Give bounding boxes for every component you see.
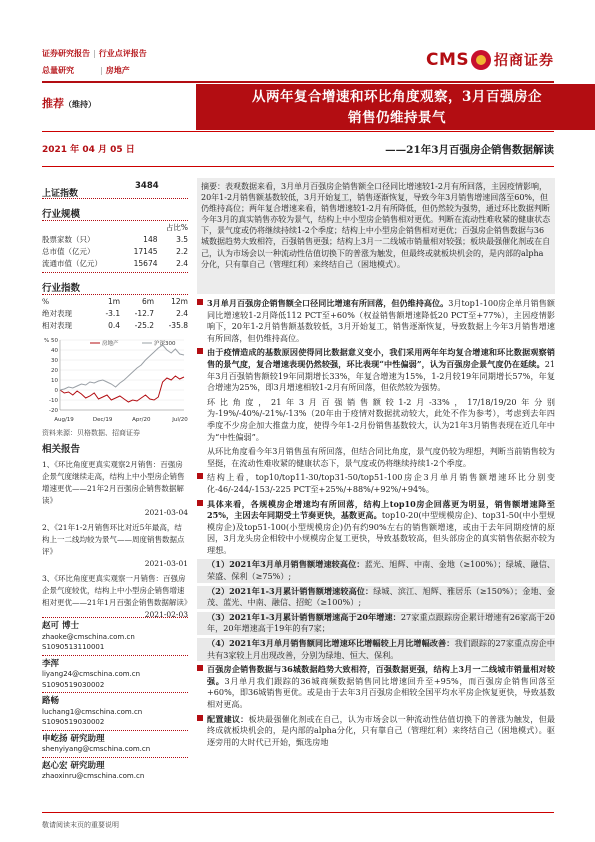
scale-table xyxy=(42,222,188,270)
y-tick-label: 10 xyxy=(51,378,58,384)
dotted-divider xyxy=(42,198,188,199)
list-item: （2）2021年1-3月累计销售额增速较高位：绿城、滨江、旭辉、雅居乐（≥150%）；金地、金茂、蓝光、中南、融信、招蛇（≥100%）; xyxy=(197,586,555,609)
cms-badge-icon xyxy=(471,50,491,70)
dotted-divider xyxy=(42,272,188,273)
table-row: 相对表现 0.4 -25.2 -35.8 xyxy=(42,321,188,330)
y-tick-label: 50 xyxy=(51,338,58,344)
bullet-icon xyxy=(197,473,203,479)
list-item[interactable]: 1、《环比角度更真实观察2月销售：百强房企景气度继续走高，结构上中小型房企销售增速更优——21年2月百强房企销售数据解读》 2021-03-04 xyxy=(42,460,188,517)
y-tick-label: 30 xyxy=(51,358,58,364)
index-value: 3484 xyxy=(135,181,159,191)
bullet-icon xyxy=(197,665,203,671)
index-performance-chart xyxy=(42,334,188,424)
paragraph: 3月单月百强房企销售额全口径同比增速有所回落，但仍维持高位。3月top1-100房企单月销售额同比增速较1-2月降低112 PCT至+60%（权益销售额增速降低20 PCT至+77%），主因疫情影响下，20年1-2月销售额基数较低，3月开始复工，销售逐渐恢复，导致数据上今年3月销售增速有所回落，但仍维持高位。 xyxy=(197,298,555,344)
x-tick-label: Dec/19 xyxy=(92,417,113,423)
index-label: 上证指数 xyxy=(42,189,79,199)
analyst-email[interactable]: zhaoxinru@cmschina.com.cn xyxy=(42,772,145,780)
x-tick-label: Apr/20 xyxy=(132,417,151,423)
report-type-label: 证券研究报告 xyxy=(42,49,90,58)
research-type-label: 总量研究 xyxy=(42,66,74,75)
chart-source: 资料来源：贝格数据、招商证券 xyxy=(42,429,140,437)
perf-title: 行业指数 xyxy=(42,283,81,294)
analyst-email[interactable]: shenyiyang@cmschina.com.cn xyxy=(42,745,151,753)
legend-label: 房地产 xyxy=(102,341,119,347)
report-meta: 证券研究报告 | 行业点评报告 总量研究 | 房地产 xyxy=(42,49,147,75)
report-subtype-label: 行业点评报告 xyxy=(98,49,147,58)
chart-svg xyxy=(42,334,188,424)
list-item: （4）2021年3月单月销售额同比增速环比增幅较上月比增幅改善：我们跟踪的27家重点房企中共有3家较上月出现改善，分别为绿地、恒大、保利。 xyxy=(197,638,555,661)
analyst-entry: 赵可 博士 zhaoke@cmschina.com.cn S1090513110001 xyxy=(42,617,188,653)
rating-note: （维持） xyxy=(64,100,96,109)
subtitle-divider xyxy=(42,166,554,167)
report-subtitle: ——21年3月百强房企销售数据解读 xyxy=(385,144,554,156)
x-tick-label: Aug/19 xyxy=(54,417,74,423)
dotted-divider xyxy=(42,220,188,221)
list-item[interactable]: 3、《环比角度更真实观察一月销售：百强房企景气度较优，结构上中小型房企销售增速相对更优——21年1月百强企销售数据解读》 2021-02-03 xyxy=(42,574,192,619)
title-line-1: 从两年复合增速和环比角度观察，3月百强房企 xyxy=(252,89,542,105)
analyst-email[interactable]: zhaoke@cmschina.com.cn xyxy=(42,632,135,641)
table-row: 股票家数（只） 148 3.5 xyxy=(42,235,188,244)
industry-label: 房地产 xyxy=(105,66,130,75)
scale-col-header: 占比% xyxy=(165,223,188,232)
table-row: 流通市值（亿元） 15674 2.4 xyxy=(42,259,188,268)
analyst-list xyxy=(42,615,188,782)
summary-box xyxy=(197,178,555,294)
related-title: 相关报告 xyxy=(42,444,81,455)
legend-label: 沪深300 xyxy=(154,341,176,347)
footer-note: 敬请阅读末页的重要说明 xyxy=(42,821,119,829)
paragraph: 具体来看，各规模房企增速均有所回落，结构上top10房企回落更为明显，销售额增速降至25%，主因去年同期受土节奏更快，基数更高。top10-20(中型规模房企)、top31-50(中小型规模房企)及top51-100(小型规模房企)仍有约90%左右的销售额增速，或由于去年同期疫情的原因，3月龙头房企相较中小规模房企复工更快，导致基数较高，但头部房企的真实销售依据亦较为理想。 xyxy=(197,499,555,557)
perf-table xyxy=(42,296,188,332)
scale-title: 行业规模 xyxy=(42,209,81,220)
bullet-icon xyxy=(197,299,203,305)
rating xyxy=(42,95,96,111)
dotted-divider xyxy=(42,294,188,295)
summary-text: 摘要：表观数据来看，3月单月百强房企销售额全口径同比增速较1-2月有所回落，主因疫情影响，20年1-2月销售额基数较低，3月开始复工，销售逐渐恢复，导致今年3月销售增速回落至60%，但仍维持高位；两年复合增速来看，销售增速较1-2月有所降低，但仍然较为强势，通过环比数据判断今年3月的真实销售亦较为景气，结构上中小型房企销售相对更优。判断在流动性难收紧的健康状态下，景气度或仍将继续持续1-2个季度；结构上中小型房企销售相对更优；百强房企销售数据与36城数据趋势大致相符，百强销售更强；结构上3月一二线城市销量相对较强；板块最强催化剂或在自己，认为市场会以一种流动性估值切换下的普涨为触发，但最终或就板块机会的，是内部的alpha分化，只有靠自己（管理红利）来终结自己（困地模式）。 xyxy=(201,182,551,269)
analyst-entry: 李浑 liyang24@cmschina.com.cn S1090519030002 xyxy=(42,655,188,691)
y-axis-label: % xyxy=(44,338,50,344)
related-reports xyxy=(42,444,192,624)
table-header: % 1m 6m 12m xyxy=(42,297,188,306)
paragraph: 结构上看，top10/top11-30/top31-50/top51-100房企3月单月销售额增速环比分别变化-46/-244/-153/-225 PCT至+25%/+88%/+92%/+94%。 xyxy=(197,472,555,495)
table-row: 绝对表现 -3.1 -12.7 2.4 xyxy=(42,309,188,318)
paragraph: 环比角度，21年3月百强销售额较1-2月-33%，17/18/19/20年分别为-19%/-40%/-21%/-13%（20年由于疫情对数据扰动较大，此处不作为参考），考虑到去年四季度不少房企加大推盘力度，使得今年1-2月份销售基数较大，认为21年3月销售表现在近几年中为“中性偏弱”。 xyxy=(207,396,555,442)
analyst-entry: 赵心宏 研究助理 zhaoxinru@cmschina.com.cn xyxy=(42,757,188,782)
report-title xyxy=(196,84,595,130)
paragraph: 百强房企销售数据与36城数据趋势大致相符，百强数据更强，结构上3月一二线城市销量相对较强。3月单月我们跟踪的36城商频数据销售同比增速回升至+95%，而百强房企销售回落至+60%，即36城销售更优。或是由于去年3月百强房企相较全国平均水平房企恢复更快，导致基数相对更高。 xyxy=(197,664,555,710)
title-line-2: 销售仍维持景气 xyxy=(348,110,446,126)
analyst-email[interactable]: luchang1@cmschina.com.cn xyxy=(42,707,143,716)
header-divider xyxy=(42,81,554,83)
bullet-icon xyxy=(197,348,203,354)
x-tick-label: Jul/20 xyxy=(172,417,188,423)
analyst-email[interactable]: liyang24@cmschina.com.cn xyxy=(42,670,141,678)
title-divider xyxy=(42,131,554,132)
list-item: （1）2021年3月单月销售额增速较高位：蓝光、旭辉、中南、金地（≥100%）；绿城、融信、荣盛、保利（≥75%）; xyxy=(197,559,555,582)
rating-value: 推荐 xyxy=(42,97,64,110)
report-date: 2021 年 04 月 05 日 xyxy=(42,145,135,155)
y-tick-label: 0 xyxy=(54,388,58,394)
analyst-entry: 申屹扬 研究助理 shenyiyang@cmschina.com.cn xyxy=(42,730,188,755)
y-tick-label: -20 xyxy=(49,408,58,414)
table-row: 总市值（亿元） 17145 2.2 xyxy=(42,247,188,256)
y-tick-label: 20 xyxy=(51,368,58,374)
analyst-entry: 路畅 luchang1@cmschina.com.cn S1090519030002 xyxy=(42,692,188,728)
body-text xyxy=(197,298,555,751)
y-tick-label: 40 xyxy=(51,348,58,354)
cms-logo: CMS 招商证券 xyxy=(426,50,554,70)
paragraph: 配置建议：板块最强催化剂或在自己，认为市场会以一种流动性估值切换下的普涨为触发，但最终成就板块机会的，是内部的alpha分化，只有靠自己（管理红利）来终结自己（困地模式）。驱逐旁用的大时代已开始，甄选房地 xyxy=(197,714,555,749)
y-tick-label: -10 xyxy=(49,398,58,404)
bullet-icon xyxy=(197,500,203,506)
list-item[interactable]: 2、《21年1-2月销售环比对近5年最高，结构上一二线均较为景气——周度销售数据点评》 2021-03-01 xyxy=(42,523,188,568)
paragraph: 从环比角度看今年3月销售虽有所回落，但结合同比角度，景气度仍较为理想，判断当前销售较为坚挺，在流动性难收紧的健康状态下，景气度或仍将继续持续1-2个季度。 xyxy=(207,446,555,468)
paragraph: 由于疫情造成的基数原因使得同比数据意义变小，我们采用两年年均复合增速和环比数据观察销售的景气度，复合增速表现仍然较强，环比表现“中性偏弱”，认为百强房企景气度仍在延续。21年3月百强销售额较19年同期增长33%，年复合增速为15%，1-2月较19年同期增长57%，年复合增速为25%，即3月增速相较1-2月有所回落，但依然较为强势。 xyxy=(197,347,555,393)
bullet-icon xyxy=(197,715,203,721)
list-item: （3）2021年1-3月累计销售额增速高于20年增速：27家重点跟踪房企累计增速有26家高于20年，20年增速高于19年的有7家； xyxy=(197,612,555,635)
footer-divider xyxy=(42,812,554,813)
series-line-1 xyxy=(60,345,184,390)
